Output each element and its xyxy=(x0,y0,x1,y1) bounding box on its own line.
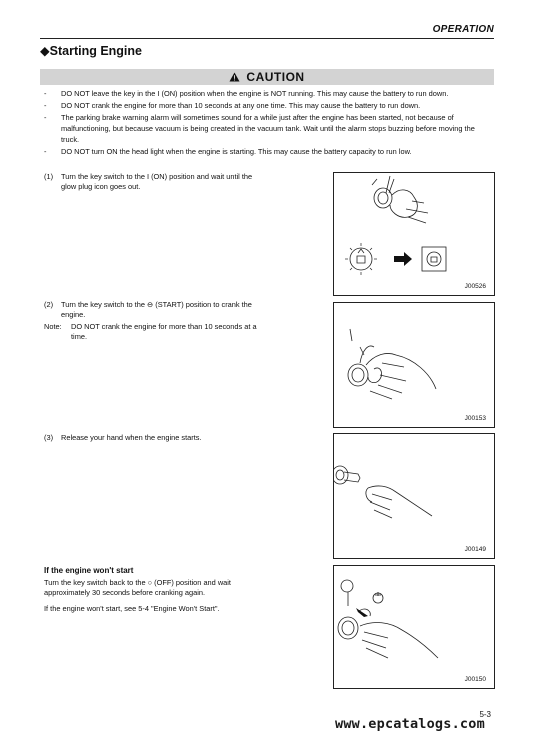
figure-code: J00150 xyxy=(464,676,486,683)
key-switch-start-illustration xyxy=(334,303,494,427)
note-text: DO NOT crank the engine for more than 10 seconds at a time. xyxy=(71,322,257,341)
step-text: Turn the key switch to the ⊖ (START) position to crank the engine. xyxy=(61,300,252,319)
step-text: Turn the key switch to the I (ON) position and wait until the glow plug icon goes out. xyxy=(61,172,253,191)
step-2 xyxy=(44,300,264,320)
key-switch-off-illustration xyxy=(334,566,494,688)
step-number: (3) xyxy=(44,433,54,442)
step-1 xyxy=(44,172,264,192)
wont-start-paragraph-1: Turn the key switch back to the ○ (OFF) position and wait approximately 30 seconds before cranking again. xyxy=(44,578,231,597)
figure-key-off xyxy=(333,565,495,689)
key-switch-on-illustration xyxy=(334,173,494,295)
section-title-text: Starting Engine xyxy=(49,44,142,58)
step-number: (1) xyxy=(44,172,54,181)
key-switch-release-illustration xyxy=(334,434,494,558)
step-2-note xyxy=(44,322,264,342)
step-text: Release your hand when the engine starts. xyxy=(61,433,202,442)
caution-item: - DO NOT leave the key in the I (ON) position when the engine is NOT running. This may cause the battery to run down. xyxy=(44,88,494,99)
figure-key-on xyxy=(333,172,495,296)
wont-start-heading: If the engine won't start xyxy=(44,566,134,575)
wont-start-paragraph-2: If the engine won't start, see 5-4 "Engine Won't Start". xyxy=(44,604,220,613)
caution-list xyxy=(44,88,494,158)
note-label: Note: xyxy=(44,322,62,331)
figure-key-start xyxy=(333,302,495,428)
caution-item: - The parking brake warning alarm will sometimes sound for a while just after the engine has been started, not because of malfunctioning, but because vacuum is being created in the vacuum tank. Wait until the alarm stops buzzing before moving the truck. xyxy=(44,112,494,145)
step-3 xyxy=(44,433,264,443)
caution-bar xyxy=(40,69,494,85)
warning-triangle-icon xyxy=(229,72,240,82)
watermark: www.epcatalogs.com xyxy=(335,716,485,732)
figure-code: J00149 xyxy=(464,546,486,553)
caution-item: - DO NOT turn ON the head light when the engine is starting. This may cause the battery capacity to run low. xyxy=(44,146,494,157)
header-rule xyxy=(40,38,494,39)
caution-label: CAUTION xyxy=(246,70,305,84)
figure-code: J00153 xyxy=(464,415,486,422)
figure-code: J00526 xyxy=(464,283,486,290)
page-number: 5-3 xyxy=(479,710,491,719)
figure-key-release xyxy=(333,433,495,559)
section-title xyxy=(40,43,142,58)
caution-item: - DO NOT crank the engine for more than 10 seconds at any one time. This may cause the battery to run down. xyxy=(44,100,494,111)
section-bullet: ◆ xyxy=(40,44,50,58)
running-header: OPERATION xyxy=(432,24,494,35)
step-number: (2) xyxy=(44,300,54,309)
